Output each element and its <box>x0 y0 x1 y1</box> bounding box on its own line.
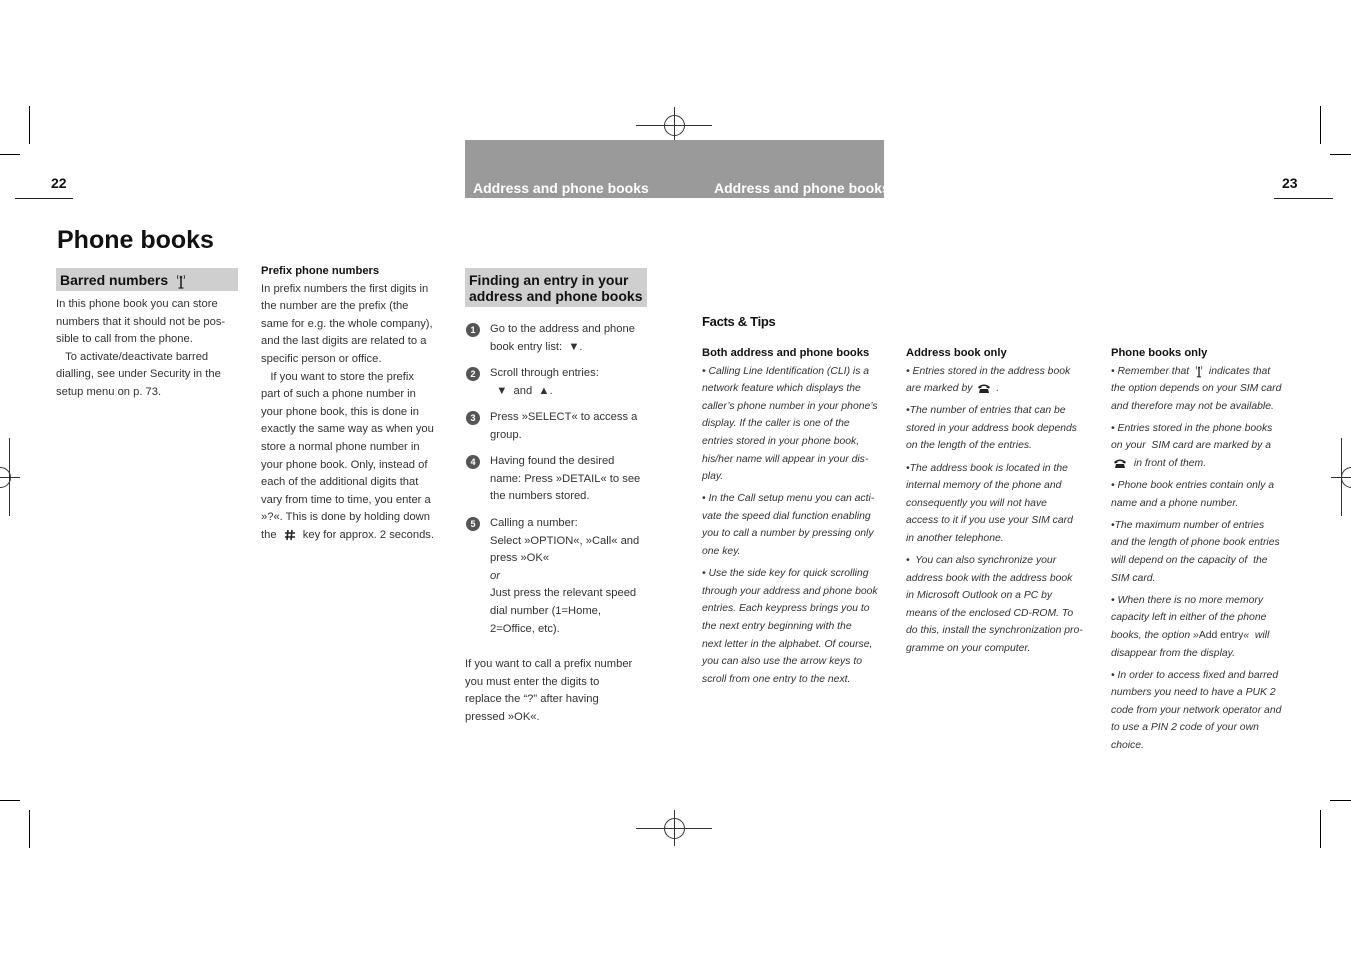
hash-key-icon <box>284 529 296 541</box>
tip-item: • When there is no more memory capacity left in either of the phone books, the option »Add entry« will disappear from the display. <box>1111 594 1270 659</box>
tip-item: • Use the side key for quick scrolling through your address and phone book entries. Each keypress brings you to the next entry beginning with the next letter in the alphabet. Of course, you can also use the arrow keys to scroll from one entry to the next. <box>702 568 878 685</box>
page-title: Phone books <box>57 226 214 254</box>
text-line: or <box>490 569 500 582</box>
text-line: Select »OPTION«, »Call« and <box>490 534 640 547</box>
text-line: book entry list: ▼. <box>490 340 583 353</box>
text-line: specific person or office. <box>261 352 382 365</box>
text-line: To activate/deactivate barred <box>56 350 209 363</box>
facts-heading: Facts & Tips <box>702 314 776 329</box>
tip-item: • In the Call setup menu you can acti- vate the speed dial function enabling you to call a number by pressing only one key. <box>702 493 875 558</box>
prefix-heading: Prefix phone numbers <box>261 265 380 277</box>
text-line: dial number (1=Home, <box>490 604 601 617</box>
tip-item: • Phone book entries contain only a name and a phone number. <box>1111 480 1275 509</box>
text-line: replace the “?” after having <box>465 693 599 706</box>
text-line: the key for approx. 2 seconds. <box>261 528 434 541</box>
text-line: each of the additional digits that <box>261 476 419 489</box>
text-line: same for e.g. the whole company), <box>261 317 433 330</box>
text-line: sible to call from the phone. <box>56 333 193 346</box>
step-number: 2 <box>466 367 480 381</box>
text-line: your phone book, this is done in <box>261 405 419 418</box>
text-line: numbers that it should not be pos- <box>56 315 226 328</box>
column-heading: Both address and phone books <box>702 347 870 359</box>
step-number: 3 <box>466 411 480 425</box>
crop-mark <box>0 154 20 155</box>
antenna-icon <box>175 273 187 289</box>
text-line: Calling a number: <box>490 517 578 529</box>
page-number-rule <box>15 198 73 199</box>
text-line: setup menu on p. 73. <box>56 385 162 398</box>
text-line: If you want to store the prefix <box>261 370 414 383</box>
tip-item: • Calling Line Identification (CLI) is a network feature which displays the caller’s phone number in your phone’s display. If the caller is one of the entries stored in your phone book, his/her name will appear in your dis- play. <box>702 365 878 483</box>
tip-item: •The address book is located in the internal memory of the phone and consequently you will not have access to it if you use your SIM card in another telephone. <box>906 462 1073 544</box>
text-line: Press »SELECT« to access a <box>490 411 638 423</box>
crop-mark <box>1330 800 1351 801</box>
text-line: part of such a phone number in <box>261 388 416 401</box>
text-line: Go to the address and phone <box>490 323 635 335</box>
running-header-right: Address and phone books <box>714 180 890 196</box>
barred-text <box>56 296 246 402</box>
text-line: pressed »OK«. <box>465 710 540 723</box>
text-line: ▼ and ▲. <box>490 384 553 397</box>
running-header-left: Address and phone books <box>473 180 649 196</box>
text-line: the number are the prefix (the <box>261 300 409 313</box>
text-line: In prefix numbers the first digits in <box>261 282 429 295</box>
crop-mark <box>1330 154 1351 155</box>
text-line: dialling, see under Security in the <box>56 368 221 381</box>
text-line: store a normal phone number in <box>261 440 420 453</box>
text-line: press »OK« <box>490 552 550 565</box>
tip-item: •The maximum number of entries and the length of phone book entries will depend on the capacity of the SIM card. <box>1111 519 1280 584</box>
facts-column-both <box>702 345 892 693</box>
crop-mark <box>0 800 20 801</box>
section-heading-box <box>465 268 647 307</box>
step-number: 1 <box>466 323 480 337</box>
antenna-icon <box>1194 364 1204 378</box>
finding-heading: Finding an entry in your <box>469 272 629 288</box>
tip-item: • Entries stored in the phone books on your SIM card are marked by a in front of them. <box>1111 422 1273 470</box>
tip-item: • Entries stored in the address book are marked by . <box>906 365 1071 395</box>
text-line: vary from time to time, you enter a <box>261 493 431 506</box>
text-line: Scroll through entries: <box>490 367 599 379</box>
text-line: you must enter the digits to <box>465 675 600 688</box>
tip-item: • You can also synchronize your address book with the address book in Microsoft Outlook on a PC by means of the enclosed CD-ROM. To do this, install the synchronization pro- gramme on your computer. <box>906 555 1083 654</box>
text-line: If you want to call a prefix number <box>465 658 633 670</box>
tip-item: • Remember that indicates that the option depends on your SIM card and therefore may not be available. <box>1111 365 1282 412</box>
text-line: In this phone book you can store <box>56 298 218 310</box>
step-number: 4 <box>466 455 480 469</box>
text-line: name: Press »DETAIL« to see <box>490 472 641 485</box>
menu-option-label: Add entry <box>1198 629 1244 641</box>
column-heading: Phone books only <box>1111 347 1208 359</box>
text-line: and the last digits are related to a <box>261 335 427 348</box>
crop-mark <box>29 810 30 848</box>
finding-after-text <box>465 656 660 726</box>
page-number-right: 23 <box>1282 175 1298 191</box>
page-number-left: 22 <box>51 175 67 191</box>
step-number: 5 <box>466 517 480 531</box>
text-line: »?«. This is done by holding down <box>261 511 430 524</box>
page-number-rule <box>1274 198 1333 199</box>
facts-column-address <box>906 345 1096 662</box>
tip-item: •The number of entries that can be stored in your address book depends on the length of the entries. <box>906 405 1077 452</box>
text-line: 2=Office, etc). <box>490 622 560 635</box>
column-heading: Address book only <box>906 347 1007 359</box>
text-line: Just press the relevant speed <box>490 587 637 600</box>
text-line: group. <box>490 428 522 441</box>
crop-mark <box>29 106 30 144</box>
finding-heading: address and phone books <box>469 288 643 304</box>
barred-heading: Barred numbers <box>60 272 169 288</box>
text-line: the numbers stored. <box>490 490 590 503</box>
text-line: your phone book. Only, instead of <box>261 458 428 471</box>
text-line: Having found the desired <box>490 455 615 467</box>
crop-mark <box>1320 810 1321 848</box>
text-line: exactly the same way as when you <box>261 423 434 436</box>
tip-item: • In order to access fixed and barred numbers you need to have a PUK 2 code from your network operator and to use a PIN 2 code of your own choice. <box>1111 669 1282 751</box>
facts-column-phone <box>1111 345 1301 759</box>
phone-icon <box>977 383 991 394</box>
section-heading-box <box>56 268 238 291</box>
phone-icon <box>1113 458 1127 469</box>
prefix-section <box>261 263 456 545</box>
crop-mark <box>1320 106 1321 144</box>
